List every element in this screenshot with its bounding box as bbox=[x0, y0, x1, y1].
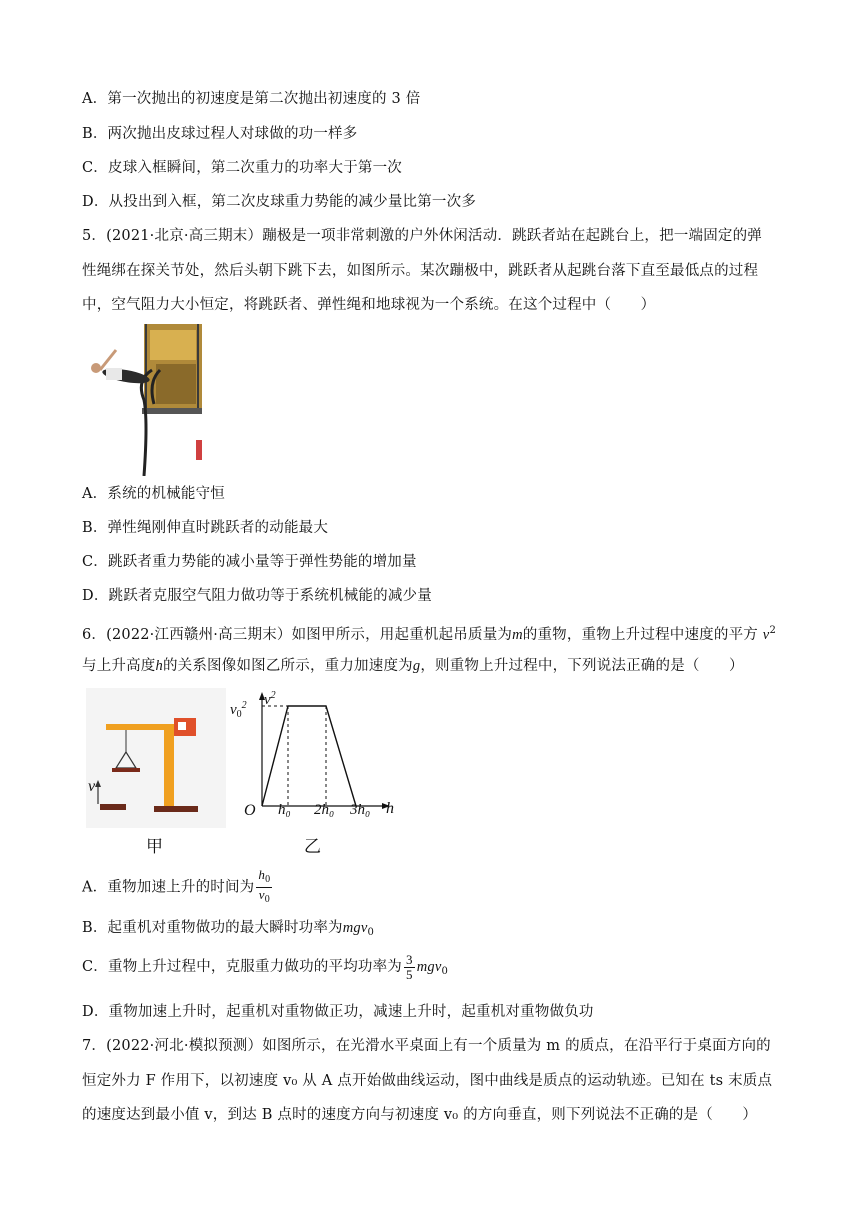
graph-y-axis-label: $v^2$ bbox=[264, 690, 276, 708]
q7-stem-line2: 恒定外力 F 作用下，以初速度 v₀ 从 A 点开始做曲线运动，图中曲线是质点的运动轨迹。已知在 ts 末质点 bbox=[82, 1073, 773, 1089]
graph-x-tick-2h0: 2h₀ bbox=[314, 802, 335, 818]
q4-option-d: D．从投出到入框，第二次皮球重力势能的减少量比第一次多 bbox=[82, 194, 477, 210]
var-g: g bbox=[412, 658, 421, 674]
var-h: h bbox=[155, 658, 163, 674]
q7-stem-line3: 的速度达到最小值 v，到达 B 点时的速度方向与初速度 v₀ 的方向垂直，则下列说法不正确的是（ ） bbox=[82, 1107, 758, 1123]
crane-velocity-label: v bbox=[88, 778, 96, 795]
q5-option-b: B．弹性绳刚伸直时跳跃者的动能最大 bbox=[82, 520, 329, 536]
fraction-3-5: $\frac{3}{5}$ bbox=[406, 951, 413, 982]
q5-stem-line2: 性绳绑在探关节处，然后头朝下跳下去，如图所示。某次蹦极中，跳跃者从起跳台落下直至最低点的过程 bbox=[82, 263, 759, 279]
q6-option-c: C．重物上升过程中，克服重力做功的平均功率为 $\frac{3}{5}$ mgv$_0$ bbox=[82, 951, 449, 982]
q6-option-a: A．重物加速上升的时间为 $\frac{h_0}{v_0}$ bbox=[82, 867, 271, 905]
graph-x-axis-label: h bbox=[386, 800, 394, 817]
crane-figure bbox=[86, 688, 226, 828]
q7-stem-line1: 7．(2022·河北·模拟预测）如图所示，在光滑水平桌面上有一个质量为 m 的质点，在沿平行于桌面方向的 bbox=[82, 1038, 771, 1054]
q5-option-a: A．系统的机械能守恒 bbox=[82, 486, 225, 502]
var-m: m bbox=[512, 627, 523, 643]
q4-option-a: A．第一次抛出的初速度是第二次抛出初速度的 3 倍 bbox=[82, 91, 421, 107]
graph-x-tick-h0: h₀ bbox=[278, 802, 291, 818]
q5-option-d: D．跳跃者克服空气阻力做功等于系统机械能的减少量 bbox=[82, 588, 432, 604]
figure-yi-label: 乙 bbox=[304, 837, 321, 857]
q5-option-c: C．跳跃者重力势能的减小量等于弹性势能的增加量 bbox=[82, 554, 417, 570]
graph-y-tick-v0sq: $v_0^2$ bbox=[230, 700, 247, 720]
figure-jia-label: 甲 bbox=[146, 837, 163, 857]
graph-x-tick-3h0: 3h₀ bbox=[350, 802, 371, 818]
bungee-photo bbox=[86, 320, 202, 476]
q6-option-d: D．重物加速上升时，起重机对重物做正功，减速上升时，起重机对重物做负功 bbox=[82, 1004, 594, 1020]
graph-origin-label: O bbox=[244, 802, 256, 819]
q4-option-c: C．皮球入框瞬间，第二次重力的功率大于第一次 bbox=[82, 160, 402, 176]
q6-option-b: B．起重机对重物做功的最大瞬时功率为mgv$_0$ bbox=[82, 920, 375, 938]
q6-stem-line2: 与上升高度h的关系图像如图乙所示，重力加速度为g，则重物上升过程中，下列说法正确的是（ ） bbox=[82, 658, 744, 674]
q5-stem-line3: 中，空气阻力大小恒定，将跳跃者、弹性绳和地球视为一个系统。在这个过程中（ ） bbox=[82, 297, 656, 313]
q4-option-b: B．两次抛出皮球过程人对球做的功一样多 bbox=[82, 126, 358, 142]
var-v: v bbox=[762, 627, 770, 643]
q5-stem-line1: 5．(2021·北京·高三期末）蹦极是一项非常刺激的户外休闲活动．跳跃者站在起跳台上，把一端固定的弹 bbox=[82, 228, 762, 244]
q6-stem-line1: 6．(2022·江西赣州·高三期末）如图甲所示，用起重机起吊质量为m的重物，重物上升过程中速度的平方 $v^2$ bbox=[82, 625, 776, 643]
fraction-h0-v0: $\frac{h_0}{v_0}$ bbox=[258, 867, 271, 905]
